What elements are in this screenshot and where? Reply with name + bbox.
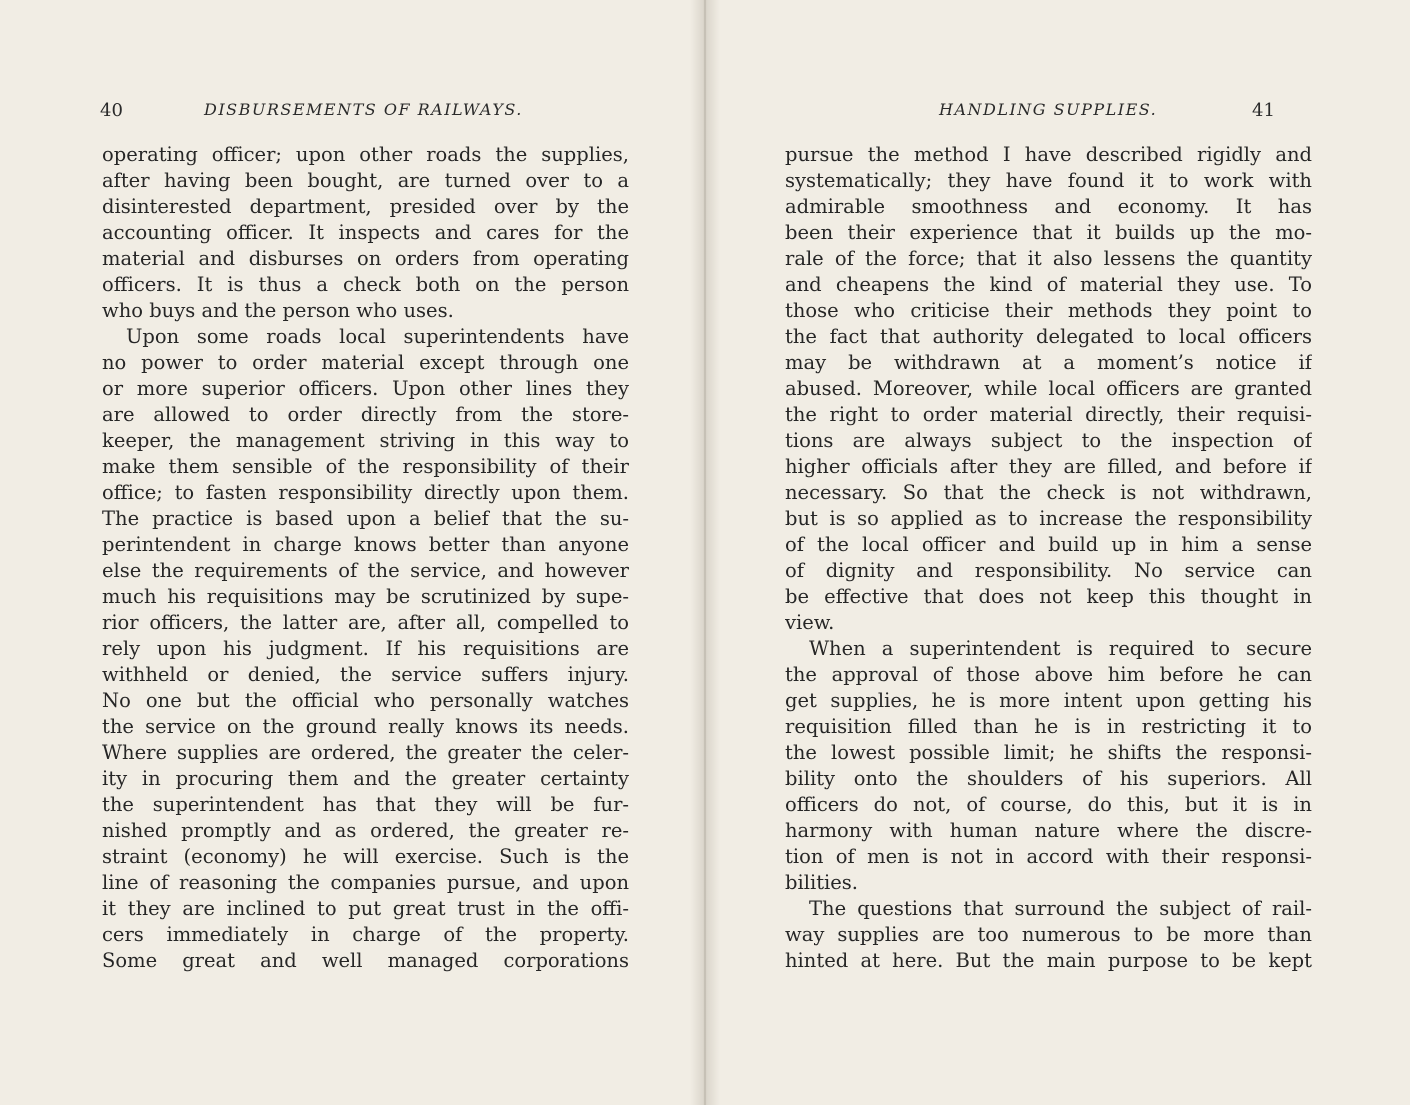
right-body-text xyxy=(785,142,1312,974)
text-line: material and disburses on orders from operating xyxy=(102,247,629,270)
left-body-text xyxy=(102,142,629,974)
text-line: accounting officer. It inspects and cares for the xyxy=(102,221,629,244)
text-line: the superintendent has that they will be fur- xyxy=(102,793,629,816)
text-line: requisition filled than he is in restricting it to xyxy=(785,715,1312,738)
text-line: or more superior officers. Upon other lines they xyxy=(102,377,629,400)
text-line: rior officers, the latter are, after all, compelled to xyxy=(102,611,629,634)
text-line: higher officials after they are filled, and before if xyxy=(785,455,1312,478)
text-line: straint (economy) he will exercise. Such is the xyxy=(102,845,629,868)
text-line: the fact that authority delegated to local officers xyxy=(785,325,1312,348)
text-line: office; to fasten responsibility directly upon them. xyxy=(102,481,629,504)
text-line: the lowest possible limit; he shifts the responsi- xyxy=(785,741,1312,764)
text-line: get supplies, he is more intent upon getting his xyxy=(785,689,1312,712)
text-line: are allowed to order directly from the store- xyxy=(102,403,629,426)
text-line: it they are inclined to put great trust in the offi- xyxy=(102,897,629,920)
text-line: way supplies are too numerous to be more than xyxy=(785,923,1312,946)
book-gutter xyxy=(690,0,720,1105)
text-line: harmony with human nature where the discre- xyxy=(785,819,1312,842)
text-line: no power to order material except through one xyxy=(102,351,629,374)
text-line: abused. Moreover, while local officers are granted xyxy=(785,377,1312,400)
text-line: the approval of those above him before he can xyxy=(785,663,1312,686)
text-line: pursue the method I have described rigidly and xyxy=(785,143,1312,166)
text-line: but is so applied as to increase the responsibility xyxy=(785,507,1312,530)
text-line: The practice is based upon a belief that the su- xyxy=(102,507,629,530)
left-running-head: DISBURSEMENTS OF RAILWAYS. xyxy=(204,100,523,119)
text-line: after having been bought, are turned over to a xyxy=(102,169,629,192)
text-line: The questions that surround the subject of rail- xyxy=(809,897,1312,920)
text-line: much his requisitions may be scrutinized by supe- xyxy=(102,585,629,608)
text-line: else the requirements of the service, and however xyxy=(102,559,629,582)
text-line: keeper, the management striving in this way to xyxy=(102,429,629,452)
text-line: line of reasoning the companies pursue, and upon xyxy=(102,871,629,894)
text-line: bilities. xyxy=(785,871,859,894)
text-line: tions are always subject to the inspection of xyxy=(785,429,1312,452)
text-line: tion of men is not in accord with their responsi- xyxy=(785,845,1312,868)
text-line: be effective that does not keep this thought in xyxy=(785,585,1312,608)
text-line: view. xyxy=(785,611,835,634)
text-line: admirable smoothness and economy. It has xyxy=(785,195,1312,218)
text-line: When a superintendent is required to secure xyxy=(809,637,1312,660)
text-line: of dignity and responsibility. No service can xyxy=(785,559,1312,582)
text-line: perintendent in charge knows better than anyone xyxy=(102,533,629,556)
text-line: Upon some roads local superintendents have xyxy=(126,325,629,348)
text-line: the service on the ground really knows its needs. xyxy=(102,715,629,738)
text-line: of the local officer and build up in him a sense xyxy=(785,533,1312,556)
text-line: and cheapens the kind of material they use. To xyxy=(785,273,1312,296)
text-line: hinted at here. But the main purpose to be kept xyxy=(785,949,1312,972)
text-line: No one but the official who personally watches xyxy=(102,689,629,712)
text-line: officers do not, of course, do this, but it is in xyxy=(785,793,1312,816)
text-line: may be withdrawn at a moment’s notice if xyxy=(785,351,1312,374)
right-running-head: HANDLING SUPPLIES. xyxy=(939,100,1158,119)
text-line: operating officer; upon other roads the supplies, xyxy=(102,143,629,166)
text-line: disinterested department, presided over by the xyxy=(102,195,629,218)
text-line: cers immediately in charge of the property. xyxy=(102,923,629,946)
right-page-number: 41 xyxy=(1252,100,1275,121)
text-line: withheld or denied, the service suffers injury. xyxy=(102,663,629,686)
right-page xyxy=(705,0,1410,1105)
text-line: those who criticise their methods they point to xyxy=(785,299,1312,322)
text-line: bility onto the shoulders of his superiors. All xyxy=(785,767,1312,790)
text-line: systematically; they have found it to work with xyxy=(785,169,1312,192)
text-line: necessary. So that the check is not withdrawn, xyxy=(785,481,1312,504)
text-line: Where supplies are ordered, the greater the celer- xyxy=(102,741,629,764)
text-line: the right to order material directly, their requisi- xyxy=(785,403,1312,426)
text-line: who buys and the person who uses. xyxy=(102,299,454,322)
text-line: make them sensible of the responsibility of their xyxy=(102,455,629,478)
text-line: rely upon his judgment. If his requisitions are xyxy=(102,637,629,660)
text-line: rale of the force; that it also lessens the quantity xyxy=(785,247,1312,270)
text-line: officers. It is thus a check both on the person xyxy=(102,273,629,296)
text-line: ity in procuring them and the greater certainty xyxy=(102,767,629,790)
left-page-number: 40 xyxy=(100,100,123,121)
text-line: nished promptly and as ordered, the greater re- xyxy=(102,819,629,842)
text-line: Some great and well managed corporations xyxy=(102,949,629,972)
text-line: been their experience that it builds up the mo- xyxy=(785,221,1312,244)
